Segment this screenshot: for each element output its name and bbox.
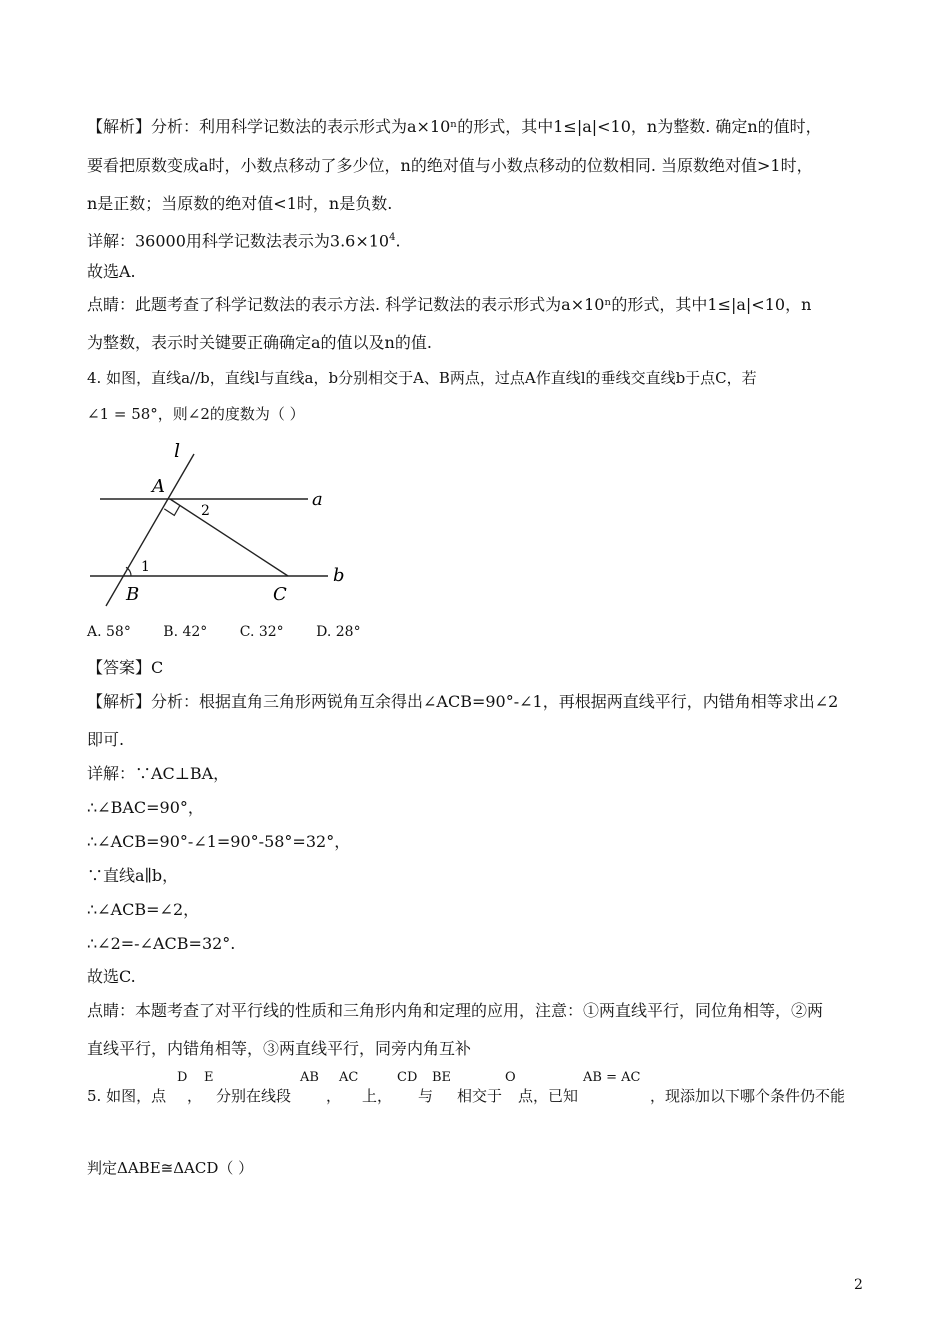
q5-text: ，现添加以下哪个条件仍不能 (650, 1087, 846, 1105)
question-4-stem-1: 4. 如图，直线a//b，直线l与直线a，b分别相交于A、B两点，过点A作直线l的垂线交直线b于点C，若 (87, 369, 757, 387)
step-line: ∵直线a∥b， (87, 866, 179, 885)
q5-symbol-be: BE (432, 1070, 452, 1085)
analysis-line-2: 要看把原数变成a时，小数点移动了多少位，n的绝对值与小数点移动的位数相同. 当原数绝对值>1时， (87, 156, 813, 175)
label-angle-1: 1 (141, 559, 150, 575)
page-number: 2 (854, 1277, 863, 1293)
q5-text: ， (187, 1087, 203, 1105)
step-line: 故选C. (87, 967, 136, 986)
step-line: ∴∠ACB=∠2， (87, 900, 200, 919)
option-a: A. 58° (87, 624, 131, 640)
detail-period: . (395, 231, 401, 251)
q5-symbol-e: E (204, 1070, 214, 1085)
q4-analysis-line-1: 【解析】分析：根据直角三角形两锐角互余得出∠ACB=90°-∠1，再根据两直线平行，内错角相等求出∠2 (87, 692, 839, 711)
answer-line: 【答案】C (87, 658, 164, 677)
q5-symbol-cd: CD (397, 1070, 418, 1085)
analysis-line-3: n是正数；当原数的绝对值<1时，n是负数. (87, 194, 393, 213)
comment-line-1: 点睛：此题考查了科学记数法的表示方法. 科学记数法的表示形式为a×10ⁿ的形式，其中1≤|a|<10，n (87, 295, 812, 314)
q5-text: 上， (362, 1087, 393, 1105)
analysis-line-1: 【解析】分析：利用科学记数法的表示形式为a×10ⁿ的形式，其中1≤|a|<10，n为整数. 确定n的值时， (87, 117, 822, 136)
label-B: B (126, 584, 140, 605)
label-l: l (174, 440, 181, 462)
step-line: ∴∠2=-∠ACB=32°. (87, 934, 236, 953)
q5-symbol-d: D (177, 1070, 188, 1085)
q5-condition: AB = AC (583, 1070, 641, 1085)
comment-line-2: 为整数，表示时关键要正确确定a的值以及n的值. (87, 333, 432, 352)
option-c: C. 32° (239, 624, 284, 640)
q4-comment-line-1: 点睛：本题考查了对平行线的性质和三角形内角和定理的应用，注意：①两直线平行，同位角相等，②两 (87, 1001, 824, 1020)
q5-text: ， (326, 1087, 342, 1105)
detail-exponent: 4 (389, 232, 396, 243)
step-line: 详解：∵AC⊥BA， (87, 764, 230, 783)
step-line: ∴∠BAC=90°， (87, 798, 204, 817)
choose-line: 故选A. (87, 262, 136, 281)
label-C: C (273, 584, 287, 605)
step-line: ∴∠ACB=90°-∠1=90°-58°=32°， (87, 832, 351, 851)
q5-text: 分别在线段 (216, 1087, 292, 1105)
q5-text: 点，已知 (518, 1087, 579, 1105)
q5-text: 与 (418, 1087, 434, 1105)
label-a: a (312, 489, 323, 510)
option-d: D. 28° (316, 624, 361, 640)
detail-text: 详解：36000用科学记数法表示为3.6×10 (87, 231, 390, 251)
segment-ac (170, 499, 288, 576)
q4-analysis-line-2: 即可. (87, 730, 125, 749)
q4-comment-line-2: 直线平行，内错角相等，③两直线平行，同旁内角互补 (87, 1039, 472, 1058)
q5-text: 5. 如图，点 (87, 1087, 167, 1105)
angle-1-arc (126, 567, 131, 576)
question-5-line-2: 判定ΔABE≅ΔACD（ ） (87, 1159, 254, 1177)
detail-line (87, 228, 401, 251)
question-4-stem-2: ∠1 = 58°，则∠2的度数为（ ） (87, 405, 305, 423)
q5-symbol-ac: AC (339, 1070, 359, 1085)
q5-text: 相交于 (457, 1087, 503, 1105)
line-l (106, 454, 194, 606)
label-A: A (152, 476, 165, 497)
q5-symbol-ab: AB (300, 1070, 319, 1085)
option-b: B. 42° (163, 624, 208, 640)
label-b: b (333, 565, 345, 586)
options-row (87, 622, 361, 642)
label-angle-2: 2 (201, 503, 210, 519)
q5-symbol-o: O (505, 1070, 516, 1085)
right-angle-mark (164, 506, 180, 516)
geometry-figure (82, 440, 352, 612)
